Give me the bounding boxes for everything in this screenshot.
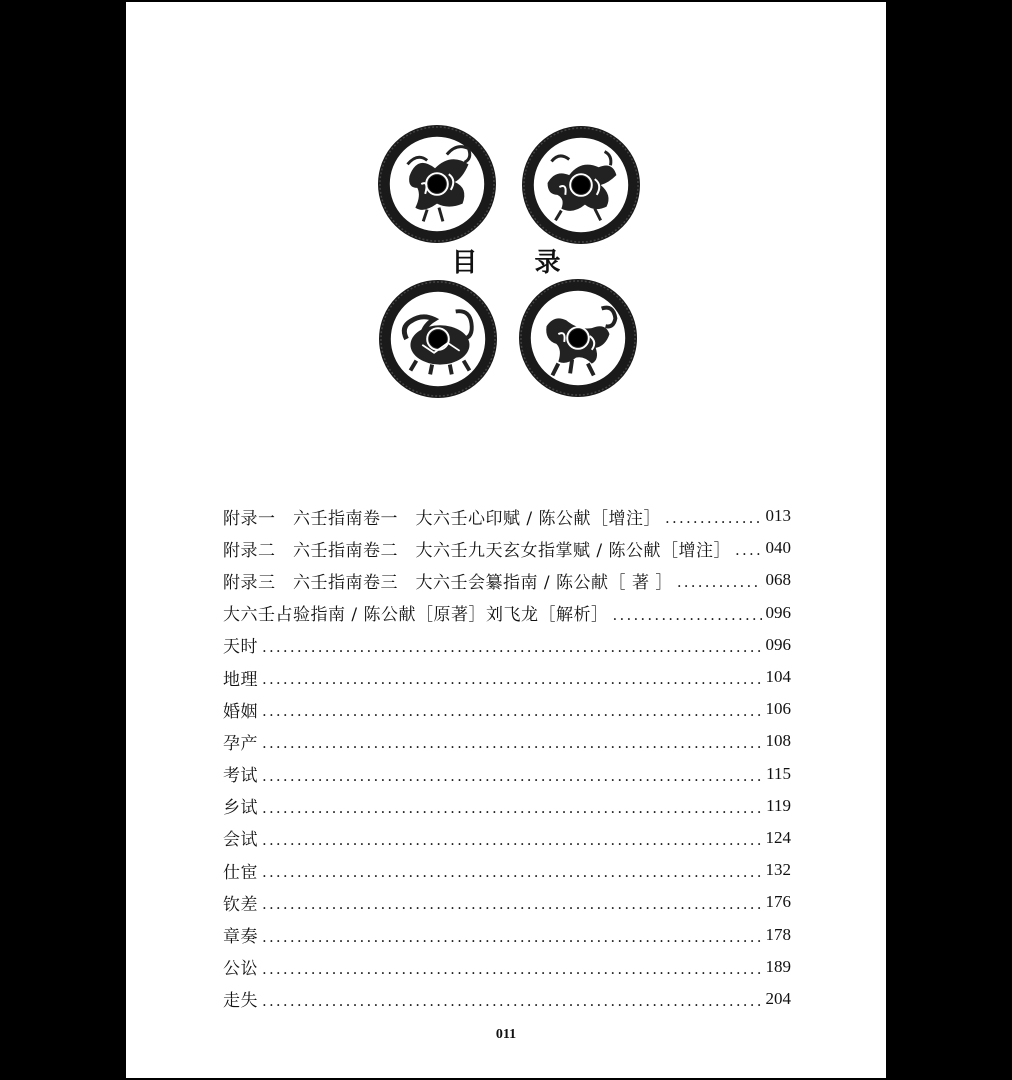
- dot-leader: [735, 541, 761, 559]
- toc-entry-page: 068: [765, 570, 791, 590]
- dot-leader: [262, 928, 762, 946]
- toc-entry-title: 孕产: [223, 733, 258, 754]
- book-page: [126, 2, 886, 1078]
- toc-entry-title: 地理: [223, 669, 258, 690]
- azure-dragon-icon: [522, 126, 640, 244]
- toc-entry[interactable]: [223, 918, 791, 950]
- dot-leader: [262, 702, 762, 720]
- toc-entry-page: 040: [765, 538, 791, 558]
- toc-entry-page: 124: [765, 827, 791, 847]
- dot-leader: [262, 895, 762, 913]
- black-tortoise-icon: [379, 280, 497, 398]
- toc-entry-title: 天时: [223, 637, 258, 658]
- dot-leader: [613, 606, 762, 624]
- toc-entry-title: 会试: [223, 830, 258, 851]
- toc-entry-page: 189: [765, 956, 791, 976]
- dot-leader: [665, 509, 761, 527]
- toc-entry[interactable]: [223, 725, 791, 757]
- toc-entry-title: 婚姻: [223, 701, 258, 722]
- toc-entry-title: 仕宦: [223, 862, 258, 883]
- dot-leader: [262, 992, 762, 1010]
- toc-entry-page: 104: [765, 667, 791, 687]
- dot-leader: [262, 767, 762, 785]
- page-number: 011: [495, 1027, 517, 1042]
- page-title: 目 录: [451, 248, 585, 278]
- toc-entry[interactable]: [223, 597, 791, 629]
- toc-entry-page: 176: [765, 892, 791, 912]
- toc-entry-page: 204: [765, 988, 791, 1008]
- toc-entry-title: 考试: [223, 766, 258, 787]
- toc-entry[interactable]: [223, 951, 791, 983]
- dot-leader: [262, 734, 762, 752]
- toc-entry-title: 附录三 六壬指南卷三 大六壬会纂指南 / 陈公献［ 著 ］: [223, 572, 673, 593]
- toc-entry-page: 178: [765, 924, 791, 944]
- toc-entry[interactable]: [223, 758, 791, 790]
- toc-entry[interactable]: [223, 564, 791, 596]
- toc-entry[interactable]: [223, 629, 791, 661]
- toc-entry[interactable]: [223, 790, 791, 822]
- toc-entry-page: 132: [765, 860, 791, 880]
- toc-entry-title: 附录二 六壬指南卷二 大六壬九天玄女指掌赋 / 陈公献［增注］: [223, 540, 732, 561]
- toc-entry-page: 096: [765, 602, 791, 622]
- toc-entry-title: 走失: [223, 991, 258, 1012]
- vermilion-bird-icon: [378, 125, 496, 243]
- toc-entry-page: 106: [765, 699, 791, 719]
- toc-entry-title: 附录一 六壬指南卷一 大六壬心印赋 / 陈公献［增注］: [223, 508, 662, 529]
- dot-leader: [262, 670, 762, 688]
- toc-entry-page: 013: [765, 506, 791, 526]
- dot-leader: [677, 573, 762, 591]
- dot-leader: [262, 863, 762, 881]
- toc-entry-page: 108: [765, 731, 791, 751]
- toc-entry[interactable]: [223, 822, 791, 854]
- dot-leader: [262, 638, 762, 656]
- toc-entry-page: 096: [765, 634, 791, 654]
- toc-entry-title: 大六壬占验指南 / 陈公献［原著］刘飞龙［解析］: [223, 605, 609, 626]
- toc-entry[interactable]: [223, 661, 791, 693]
- toc-entry[interactable]: [223, 886, 791, 918]
- dot-leader: [262, 831, 762, 849]
- toc-entry[interactable]: [223, 693, 791, 725]
- toc-entry[interactable]: [223, 532, 791, 564]
- toc-entry-page: 119: [766, 795, 791, 815]
- dot-leader: [262, 960, 762, 978]
- toc-entry-title: 章奏: [223, 927, 258, 948]
- toc-entry[interactable]: [223, 983, 791, 1015]
- toc-entry-title: 钦差: [223, 894, 258, 915]
- dot-leader: [262, 799, 762, 817]
- toc-entry-title: 乡试: [223, 798, 258, 819]
- white-tiger-icon: [519, 279, 637, 397]
- toc-entry[interactable]: [223, 500, 791, 532]
- toc-entry-title: 公讼: [223, 959, 258, 980]
- table-of-contents: [223, 500, 791, 1015]
- toc-entry[interactable]: [223, 854, 791, 886]
- toc-entry-page: 115: [766, 763, 791, 783]
